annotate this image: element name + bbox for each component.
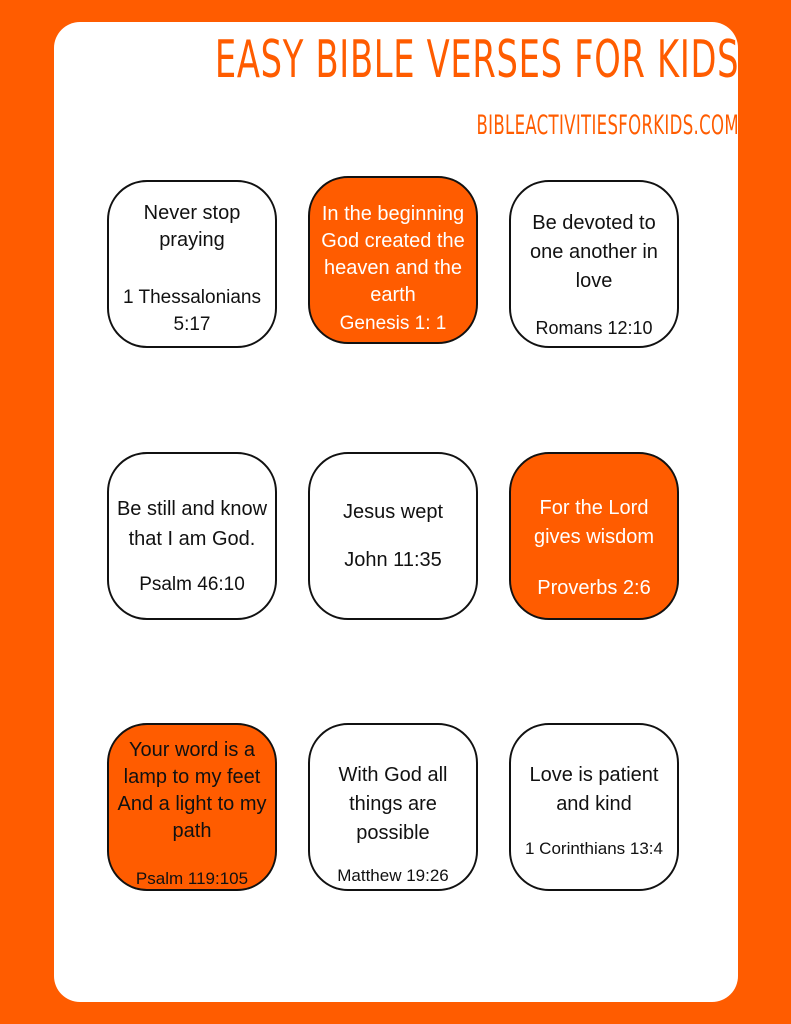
verse-reference: Matthew 19:26 xyxy=(337,866,449,885)
verse-text: Your word is a lamp to my feet And a light to my path xyxy=(117,739,267,842)
verse-text: Be still and know that I am God. xyxy=(116,498,268,550)
verse-text: In the beginning God created the heaven and the earth xyxy=(321,203,465,306)
verse-text: For the Lord gives wisdom xyxy=(533,497,655,548)
verse-card-4 xyxy=(107,452,277,620)
verse-text: Love is patient and kind xyxy=(529,764,659,815)
verse-card-9 xyxy=(509,723,679,891)
verse-text: Never stop praying xyxy=(143,202,241,251)
verse-card-2 xyxy=(308,176,478,344)
verse-card-3 xyxy=(509,180,679,348)
verse-card-6 xyxy=(509,452,679,620)
verse-reference: Proverbs 2:6 xyxy=(537,577,651,599)
verse-card-5 xyxy=(308,452,478,620)
verse-reference: Romans 12:10 xyxy=(535,318,653,338)
verse-reference: 1 Corinthians 13:4 xyxy=(525,839,663,858)
verse-reference: Psalm 119:105 xyxy=(135,869,249,888)
verse-reference: John 11:35 xyxy=(344,549,442,571)
verse-text: Jesus wept xyxy=(342,501,444,523)
website-url: BIBLEACTIVITIESFORKIDS.COM xyxy=(476,110,739,141)
verse-reference: Genesis 1: 1 xyxy=(339,313,447,334)
verse-card-8 xyxy=(308,723,478,891)
verse-card-1 xyxy=(107,180,277,348)
page-title: EASY BIBLE VERSES FOR KIDS xyxy=(214,30,739,90)
verse-reference: Psalm 46:10 xyxy=(139,574,245,595)
verse-text: Be devoted to one another in love xyxy=(530,212,658,292)
verse-text: With God all things are possible xyxy=(338,764,448,844)
verse-reference: 1 Thessalonians 5:17 xyxy=(122,287,262,335)
verse-card-7 xyxy=(107,723,277,891)
